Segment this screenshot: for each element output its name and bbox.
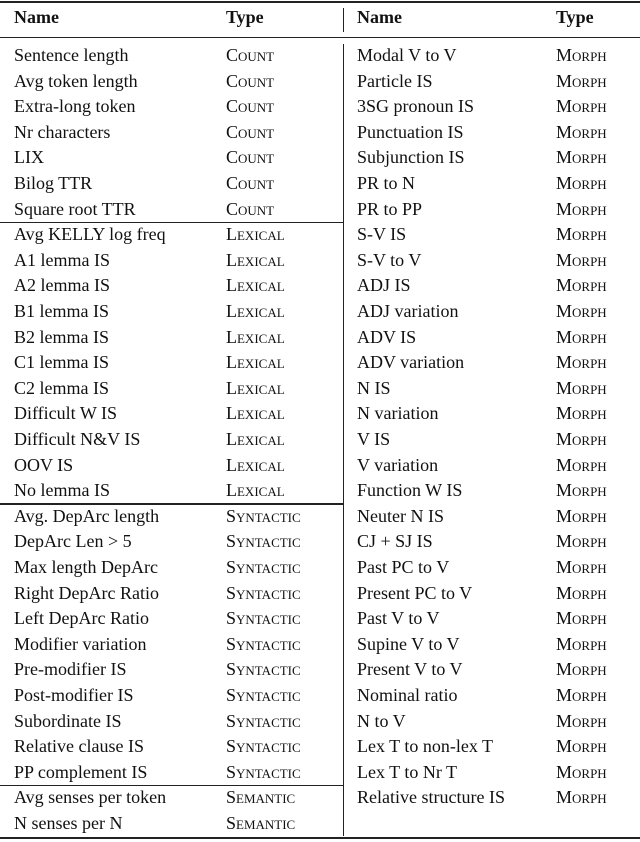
feature-type-right: Morph (556, 403, 607, 424)
feature-name-right: Subjunction IS (357, 147, 465, 168)
feature-name-left: No lemma IS (14, 480, 110, 501)
feature-type-right: Morph (556, 326, 607, 347)
feature-name-left: Sentence length (14, 45, 129, 65)
feature-type-right: Morph (556, 249, 607, 270)
feature-name-left: Extra-long token (14, 96, 136, 117)
feature-name-right: Particle IS (357, 70, 433, 91)
feature-name-left: OOV IS (14, 454, 74, 475)
feature-name-right: Lex T to Nr T (357, 761, 457, 782)
feature-name-right: PR to PP (357, 198, 423, 219)
feature-name-left: B1 lemma IS (14, 301, 109, 321)
feature-type-left: Syntactic (226, 710, 301, 731)
top-rule (0, 1, 640, 3)
feature-type-left: Syntactic (226, 761, 301, 782)
feature-type-left: Syntactic (226, 633, 301, 654)
feature-type-right: Morph (556, 429, 607, 449)
feature-name-left: Relative clause IS (14, 736, 144, 757)
feature-type-right: Morph (556, 480, 607, 501)
feature-name-left: Avg KELLY log freq (14, 224, 166, 245)
feature-type-right: Morph (556, 352, 607, 373)
feature-type-right: Morph (556, 454, 607, 475)
feature-name-right: N to V (357, 710, 406, 731)
feature-type-right: Morph (556, 633, 607, 654)
feature-name-left: Square root TTR (14, 198, 136, 219)
feature-type-left: Lexical (226, 249, 285, 270)
feature-name-left: Modifier variation (14, 633, 147, 654)
feature-type-left: Syntactic (226, 659, 301, 680)
feature-name-right: Relative structure IS (357, 787, 505, 808)
feature-name-left: Pre-modifier IS (14, 659, 127, 680)
feature-type-left: Lexical (226, 275, 285, 296)
feature-type-left: Count (226, 198, 275, 219)
feature-name-left: PP complement IS (14, 761, 148, 782)
feature-type-right: Morph (556, 301, 607, 321)
feature-name-left: N senses per N (14, 813, 123, 833)
feature-name-left: Avg senses per token (14, 787, 167, 808)
feature-type-right: Morph (556, 147, 607, 168)
group-divider (0, 503, 343, 504)
feature-name-right: S-V IS (357, 224, 407, 245)
feature-name-right: Neuter N IS (357, 505, 444, 526)
feature-type-right: Morph (556, 96, 607, 117)
feature-name-left: A1 lemma IS (14, 249, 110, 270)
feature-type-left: Lexical (226, 326, 285, 347)
feature-name-right: ADJ IS (357, 275, 411, 296)
feature-name-left: LIX (14, 147, 44, 168)
feature-name-right: Present V to V (357, 659, 463, 680)
column-separator-body (343, 44, 344, 836)
feature-name-right: Past V to V (357, 608, 440, 629)
feature-name-left: C1 lemma IS (14, 352, 109, 373)
feature-name-right: N variation (357, 403, 439, 424)
header-name-left: Name (14, 7, 59, 27)
feature-type-right: Morph (556, 275, 607, 296)
feature-type-right: Morph (556, 557, 607, 577)
feature-name-right: PR to N (357, 173, 416, 193)
feature-type-right: Morph (556, 659, 607, 680)
feature-name-left: Bilog TTR (14, 173, 93, 193)
feature-name-right: Nominal ratio (357, 685, 458, 705)
feature-name-right: V variation (357, 454, 439, 475)
feature-name-right: N IS (357, 377, 391, 398)
feature-type-right: Morph (556, 608, 607, 629)
feature-type-left: Syntactic (226, 505, 301, 526)
feature-type-right: Morph (556, 505, 607, 526)
feature-name-left: Subordinate IS (14, 710, 122, 731)
feature-type-left: Count (226, 45, 275, 65)
feature-type-right: Morph (556, 531, 607, 552)
feature-name-right: Present PC to V (357, 582, 473, 603)
feature-type-right: Morph (556, 70, 607, 91)
feature-name-left: Left DepArc Ratio (14, 608, 149, 629)
header-type-right: Type (556, 7, 594, 27)
feature-type-right: Morph (556, 377, 607, 398)
feature-type-right: Morph (556, 685, 607, 705)
feature-type-left: Lexical (226, 454, 285, 475)
feature-name-right: Lex T to non-lex T (357, 736, 493, 757)
feature-name-right: Supine V to V (357, 633, 460, 654)
feature-type-left: Syntactic (226, 582, 301, 603)
feature-name-right: Punctuation IS (357, 121, 464, 142)
column-separator-header (343, 8, 344, 32)
feature-type-right: Morph (556, 45, 607, 65)
feature-type-left: Count (226, 147, 275, 168)
feature-type-left: Lexical (226, 224, 285, 245)
feature-name-left: B2 lemma IS (14, 326, 109, 347)
feature-type-left: Syntactic (226, 685, 301, 705)
feature-type-left: Count (226, 173, 275, 193)
feature-type-left: Lexical (226, 403, 285, 424)
feature-name-right: Past PC to V (357, 557, 450, 577)
feature-type-left: Semantic (226, 813, 296, 833)
feature-type-left: Syntactic (226, 736, 301, 757)
feature-type-left: Count (226, 121, 275, 142)
feature-type-right: Morph (556, 787, 607, 808)
feature-name-left: C2 lemma IS (14, 377, 109, 398)
feature-type-left: Count (226, 70, 275, 91)
feature-name-right: V IS (357, 429, 391, 449)
feature-name-left: Right DepArc Ratio (14, 582, 159, 603)
feature-name-right: ADJ variation (357, 301, 459, 321)
feature-type-right: Morph (556, 710, 607, 731)
feature-type-left: Lexical (226, 480, 285, 501)
bottom-rule (0, 837, 640, 839)
group-divider (0, 222, 343, 223)
feature-name-left: Post-modifier IS (14, 685, 134, 705)
feature-name-left: Difficult W IS (14, 403, 117, 424)
feature-type-left: Lexical (226, 377, 285, 398)
feature-type-right: Morph (556, 582, 607, 603)
feature-type-right: Morph (556, 736, 607, 757)
feature-name-left: Difficult N&V IS (14, 429, 141, 449)
header-type-left: Type (226, 7, 264, 27)
feature-type-left: Lexical (226, 301, 285, 321)
feature-type-left: Lexical (226, 352, 285, 373)
feature-type-right: Morph (556, 121, 607, 142)
feature-name-left: Avg token length (14, 70, 138, 91)
feature-type-left: Count (226, 96, 275, 117)
feature-name-left: DepArc Len > 5 (14, 531, 132, 552)
feature-type-left: Syntactic (226, 608, 301, 629)
feature-name-left: Avg. DepArc length (14, 505, 160, 526)
feature-name-right: ADV variation (357, 352, 465, 373)
feature-type-left: Syntactic (226, 531, 301, 552)
feature-name-left: A2 lemma IS (14, 275, 110, 296)
header-rule (0, 37, 640, 38)
group-divider (0, 785, 343, 786)
feature-type-left: Semantic (226, 787, 296, 808)
feature-type-left: Syntactic (226, 557, 301, 577)
feature-type-right: Morph (556, 198, 607, 219)
header-name-right: Name (357, 7, 402, 27)
feature-name-right: Modal V to V (357, 45, 457, 65)
feature-name-right: Function W IS (357, 480, 463, 501)
feature-name-left: Max length DepArc (14, 557, 158, 577)
feature-type-right: Morph (556, 173, 607, 193)
feature-name-right: S-V to V (357, 249, 422, 270)
feature-name-left: Nr characters (14, 121, 111, 142)
feature-type-left: Lexical (226, 429, 285, 449)
feature-name-right: CJ + SJ IS (357, 531, 433, 552)
feature-name-right: 3SG pronoun IS (357, 96, 475, 117)
feature-type-right: Morph (556, 224, 607, 245)
feature-name-right: ADV IS (357, 326, 417, 347)
feature-type-right: Morph (556, 761, 607, 782)
